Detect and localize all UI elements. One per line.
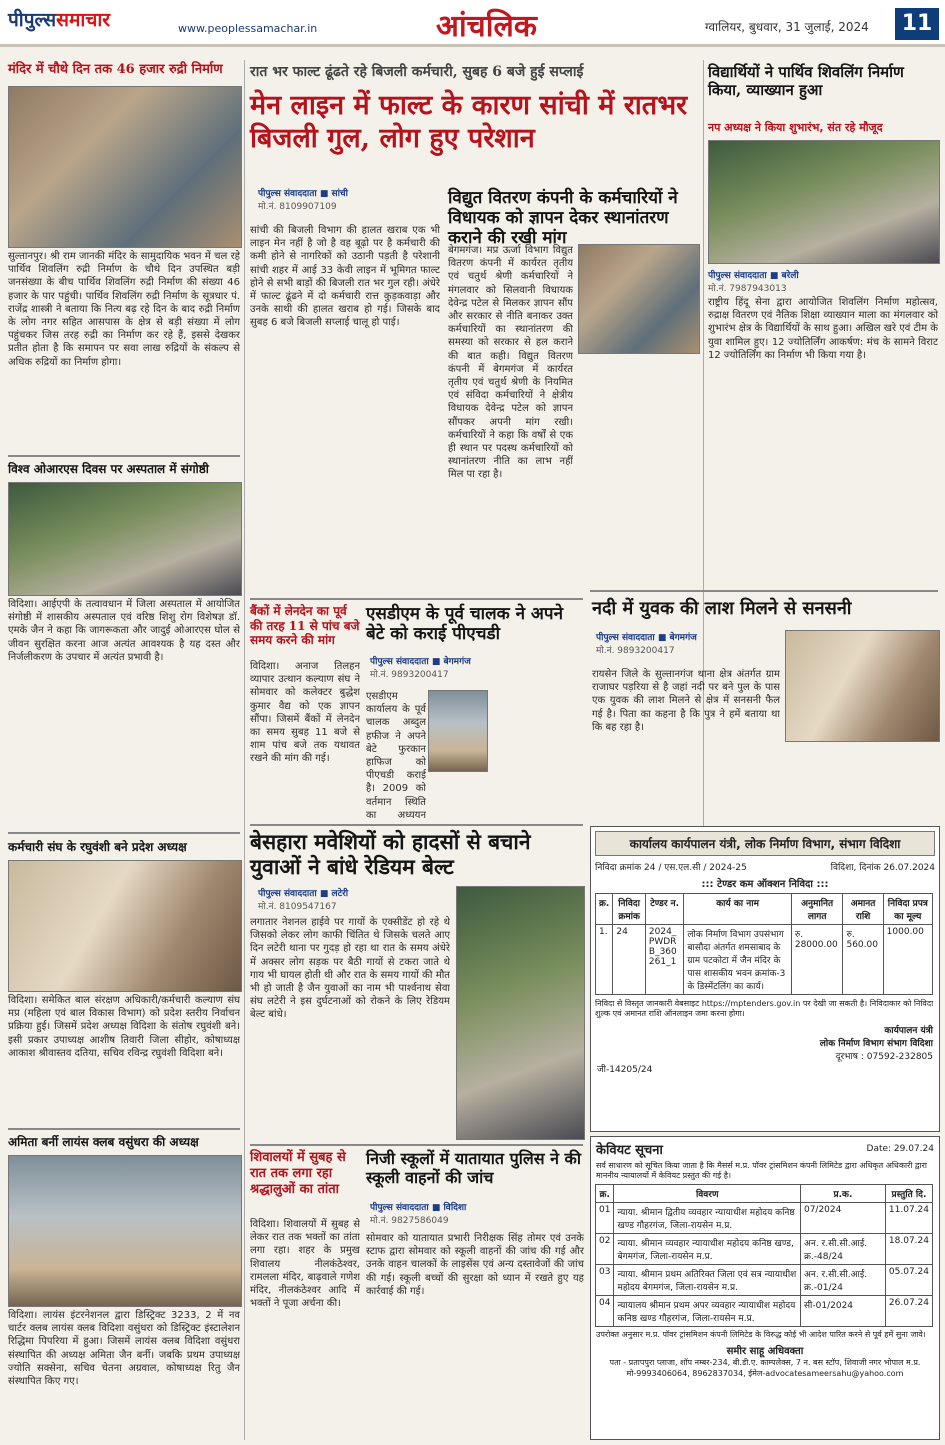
cell: 07/2024: [800, 1203, 885, 1234]
cell: 03: [596, 1265, 614, 1296]
divider: [8, 832, 240, 834]
tender-col-fee: निविदा प्रपत्र का मूल्य: [883, 894, 932, 925]
cell: अन. र.सी.सी.आई. क्र.-01/24: [800, 1265, 885, 1296]
tender-code: जी-14205/24: [597, 1065, 653, 1075]
left-story4-photo: [8, 1155, 242, 1307]
tender-date: विदिशा, दिनांक 26.07.2024: [830, 863, 935, 873]
cell: 04: [596, 1296, 614, 1327]
right-story2-headline: नदी में युवक की लाश मिलने से सनसनी: [592, 598, 852, 619]
cell: 02: [596, 1234, 614, 1265]
divider: [590, 590, 938, 592]
tender-ref: निविदा क्रमांक 24 / एस.एल.सी / 2024-25: [595, 863, 747, 873]
divider: [250, 1144, 583, 1146]
sdm-text: एसडीएम कार्यालय के पूर्व चालक अब्दुल हफीज ने अपने बेटे फुरकान हाफिज को पीएचडी कराई है। 2009 को वर्तमान स्थिति का अध्ययन: [366, 691, 426, 820]
right-story1-photo: [708, 140, 940, 264]
cattle-text: लगातार नेशनल हाईवे पर गायों के एक्सीडेंट हो रहे थे जिसको लेकर लोग काफी चिंतित थे जिसके चलते आए दिन लटेरी थाना पर गुदड़ हो रहा था रात के समय अंधेरे में अक्सर लोग सड़क पर बैठी गायों से टकरा जाते थे गाय भी घायल होती थी और रात के समय गायों की मौत भी हो जाती है जैन युवाओं का नाम भी पार्श्वनाथ सेवा संघ लटेरी ने इस दुर्घटनाओं को रोकने के लिए रेडियम बेल्ट बांधे।: [250, 917, 450, 1021]
table-row: [596, 1203, 933, 1234]
caveat-intro: सर्व साधारण को सूचित किया जाता है कि मैसर्स म.प्र. पॉवर ट्रांसमिशन कंपनी लिमिटेड द्वारा अधिकृत अधिकारी द्वारा माननीय न्यायालयों में केवियट प्रस्तुत की गई है।: [596, 1161, 927, 1180]
brand-logo[interactable]: पीपुल्ससमाचार: [8, 9, 111, 31]
caveat-title: केवियट सूचना: [596, 1143, 663, 1158]
cell: सी-01/2024: [800, 1296, 885, 1327]
memo-headline: विद्युत वितरण कंपनी के कर्मचारियों ने विधायक को ज्ञापन देकर स्थानांतरण कराने की रखी मांग: [448, 188, 678, 249]
cattle-byline: पीपुल्स संवाददाता ■ लटेरी मो.नं. 8109547167: [258, 889, 349, 912]
tender-phone: दूरभाष : 07592-232805: [835, 1052, 933, 1062]
cell: 24: [613, 925, 646, 995]
sdm-headline: एसडीएम के पूर्व चालक ने अपने बेटे को कराई पीएचडी: [366, 604, 564, 645]
cell: अन. र.सी.सी.आई. क्र.-48/24: [800, 1234, 885, 1265]
caveat-table: [595, 1184, 933, 1327]
cell: 05.07.24: [885, 1265, 932, 1296]
table-row: [596, 925, 933, 995]
cell: लोक निर्माण विभाग उपसंभाग बासौदा अंतर्गत शमसाबाद के ग्राम पटकोटा में जैन मंदिर के पास शासकीय भवन क्रमांक-3 के डिस्मेंटलिंग का कार्य।: [684, 925, 791, 995]
tender-table: [595, 893, 933, 995]
left-story3-photo: [8, 860, 242, 992]
cell: 11.07.24: [885, 1203, 932, 1234]
caveat-col-date: प्रस्तुति दि.: [885, 1185, 932, 1203]
left-story4-text: विदिशा। लायंस इंटरनेशनल द्वारा डिस्ट्रिक्ट 3233, 2 में नव चार्टर क्लब लायंस क्लब विदिशा वसुंधरा को डिस्ट्रिक्ट इंस्टालेशन रिद्धिमा पिपरिया में हुआ। जिसमें लायंस क्लब विदिशा वसुंधरा संस्थापित की अध्यक्ष अमिता जैन बर्नी। जबकि प्रथम उपाध्यक्ष ज्योति सक्सेना, सचिव चेतना अग्रवाल, कोषाध्यक्ष रितु जैन संस्थापित किए गए।: [8, 1310, 240, 1388]
caveat-contact: मो-9993406064, 8962837034, ईमेल-advocatesameersahu@yahoo.com: [626, 1369, 904, 1378]
right-story1-kicker: नप अध्यक्ष ने किया शुभारंभ, संत रहे मौजूद: [708, 121, 883, 134]
left-story3-headline: कर्मचारी संघ के रघुवंशी बने प्रदेश अध्यक्ष: [8, 840, 187, 854]
left-story3-text: विदिशा। समेकित बाल संरक्षण अधिकारी/कर्मचारी कल्याण संघ मप्र (महिला एवं बाल विकास विभाग) को प्रदेश स्तरीय निर्वाचन प्रक्रिया हुई। जिसमें प्रदेश अध्यक्ष विदिशा के संतोष रघुवंशी बने। इसी प्रकार उपाध्यक्ष आशीष तिवारी जिला सीहोर, कोषाध्यक्ष आकाश श्रीवास्तव दतिया, सचिव रविन्द्र रघुवंशी विदिशा बने।: [8, 995, 240, 1059]
cattle-headline: बेसहारा मवेशियों को हादसों से बचाने युवाओं ने बांधे रेडियम बेल्ट: [250, 829, 531, 879]
tender-col-id: टेण्डर न.: [645, 894, 684, 925]
left-story2-headline: विश्व ओआरएस दिवस पर अस्पताल में संगोष्ठी: [8, 462, 209, 476]
cell: 2024_PWDRB_360261_1: [645, 925, 684, 995]
school-headline: निजी स्कूलों में यातायात पुलिस ने की स्कूली वाहनों की जांच: [366, 1149, 581, 1187]
divider: [8, 1128, 240, 1130]
right-story2-photo: [785, 630, 940, 742]
page-number: 11: [895, 8, 939, 40]
memo-text: बेगमगंज। मप्र ऊर्जा विभाग विद्युत वितरण कंपनी में कार्यरत तृतीय एवं चतुर्थ श्रेणी कर्मचारियों ने मंगलवार को सिलवानी विधायक देवेन्द्र पटेल से मिलकर ज्ञापन सौंप और सरकार से नीति बनाकर उक्त कर्मचारियों का स्थानांतरण की समस्या को सरकार से हल कराने की बात कही। विद्युत वितरण कंपनी में बेगमगंज में कार्यरत तृतीय एवं चतुर्थ श्रेणी के नियमित एवं संविदा कर्मचारियों ने क्षेत्रीय विधायक देवेन्द्र पटेल को ज्ञापन सौंपकर अपनी मांग रखी। कर्मचारियों ने कहा कि वर्षों से एक ही स्थान पर पदस्थ कर्मचारियों को स्थानांतरण नीति का लाभ नहीं मिल पा रहा है।: [448, 245, 573, 481]
table-row: [596, 1296, 933, 1327]
lead-kicker: रात भर फाल्ट ढूंढते रहे बिजली कर्मचारी, सुबह 6 बजे हुई सप्लाई: [250, 64, 584, 80]
cell: न्याया. श्रीमान प्रथम अतिरिक्त जिला एवं सत्र न्यायाधीश महोदय बेगमगंज, जिला-रायसेन म.प्र.: [614, 1265, 801, 1296]
left-story1-headline: मंदिर में चौथे दिन तक 46 हजार रुद्री निर्माण: [8, 62, 223, 77]
cattle-photo: [456, 886, 585, 1140]
dateline: ग्वालियर, बुधवार, 31 जुलाई, 2024: [705, 20, 869, 34]
cell: न्याया. श्रीमान व्यवहार न्यायाधीश महोदय कनिष्ठ खण्ड, बेगमगंज, जिला-रायसेन म.प्र.: [614, 1234, 801, 1265]
cell: 18.07.24: [885, 1234, 932, 1265]
school-text: सोमवार को यातायात प्रभारी निरीक्षक सिंह तोमर एवं उनके स्टाफ द्वारा सोमवार को स्कूली वाहनों की जांच की गई और उनके वाहन चालकों के लाइसेंस एवं अन्य दस्तावेजों की जांच की गई। स्कूली बच्चों की सुरक्षा को ध्यान में रखते हुए यह कार्रवाई की गई।: [366, 1233, 584, 1297]
cell: रु. 560.00: [843, 925, 883, 995]
divider: [250, 598, 583, 600]
tender-col-cost: अनुमानित लागत: [791, 894, 843, 925]
right-story2-text: रायसेन जिले के सुल्तानगंज थाना क्षेत्र अंतर्गत ग्राम राजाघर पड़रिया से है जहां नदी पर बने पुल के पास एक युवक की लाश मिलने से क्षेत्र में सनसनी फैल गई है। पिता का कहना है कि पुत्र ने हमें बताया था कि बह रहा है।: [592, 669, 780, 733]
tender-note: निविदा से विस्तृत जानकारी वेबसाइट https://mptenders.gov.in पर देखी जा सकती है। निविदाकार को निविदा शुल्क एवं अमानत राशि ऑनलाइन जमा करना होगा।: [595, 999, 934, 1018]
shivalaya-headline: शिवालयों में सुबह से रात तक लगा रहा श्रद्धालुओं का तांता: [250, 1150, 346, 1197]
tender-officer: कार्यपालन यंत्री: [884, 1026, 933, 1036]
caveat-notice: [590, 1136, 940, 1440]
tender-col-deposit: अमानत राशि: [843, 894, 883, 925]
caveat-col-court: विवरण: [614, 1185, 801, 1203]
tender-col-sno: क्र.: [596, 894, 613, 925]
column-rule: [244, 60, 245, 1440]
cell: रु. 28000.00: [791, 925, 843, 995]
cell: न्यायालय श्रीमान प्रथम अपर व्यवहार न्यायाधीश महोदय कनिष्ठ खण्ड गौहरगंज, जिला-रायसेन म.प्र.: [614, 1296, 801, 1327]
tender-notice: [590, 826, 940, 1132]
table-row: [596, 1265, 933, 1296]
left-story1-photo: [8, 86, 242, 248]
tender-col-work: कार्य का नाम: [684, 894, 791, 925]
section-title: आंचलिक: [436, 9, 537, 44]
cell: 1000.00: [883, 925, 932, 995]
caveat-address: पता - प्रतापपुरा प्लाजा, शॉप नम्बर-234, बी.डी.ए. काम्पलेक्स, 7 न. बस स्टॉप, शिवाजी नगर भोपाल म.प्र.: [609, 1358, 921, 1367]
lead-text: सांची की बिजली विभाग की हालत खराब एक भी लाइन मेन नहीं है जो है वह बूढ़ो पर है कर्मचारी की कमी होने से नागरिकों को उठानी पड़ती है परेशानी सांची शहर में आई 33 केवी लाइन में भूमिगत फाल्ट होने से सभी बाड़ों की बिजली रात भर गुल रही। अंधेरे में फाल्ट ढूंढने में दो कर्मचारी रात्त कुड़कवाड़ा और उनके साथी की हालत खराब हो गई। जिसके बाद सुबह 6 बजे बिजली सप्लाई चालू हो पाई।: [250, 225, 440, 329]
right-story1-headline: विद्यार्थियों ने पार्थिव शिवलिंग निर्माण किया, व्याख्यान हुआ: [708, 63, 904, 99]
left-story4-headline: अमिता बर्नी लायंस क्लब वसुंधरा की अध्यक्ष: [8, 1135, 199, 1149]
sdm-byline: पीपुल्स संवाददाता ■ बेगमगंज मो.नं. 9893200417: [370, 657, 471, 680]
caveat-col-case: प्र.क.: [800, 1185, 885, 1203]
lead-byline: पीपुल्स संवाददाता ■ सांची मो.नं. 8109907109: [258, 189, 348, 212]
caveat-footer: उपरोक्त अनुसार म.प्र. पॉवर ट्रांसमिशन कंपनी लिमिटेड के विरुद्ध कोई भी आदेश पारित करने से पूर्व हमें सुना जावे।: [596, 1330, 926, 1339]
bank-headline: बैंकों में लेनदेन का पूर्व की तरह 11 से पांच बजे समय करने की मांग: [250, 604, 360, 648]
caveat-col-sno: क्र.: [596, 1185, 614, 1203]
tender-title: कार्यालय कार्यपालन यंत्री, लोक निर्माण विभाग, संभाग विदिशा: [595, 831, 935, 856]
sdm-photo: [428, 690, 488, 772]
left-story1-text: सुल्तानपुर। श्री राम जानकी मंदिर के सामुदायिक भवन में चल रहे पार्थिव शिवलिंग रुद्री निर्माण के चौथे दिन उपस्थित बड़ी जनसंख्या के बीच पार्थिव शिवलिंग रुद्री निर्माण की संख्या 46 हजार के पार पहुंची। पार्थिव शिवलिंग रुद्री निर्माण के सूत्रधार पं. राजेंद्र शास्त्री ने बताया कि नित्य बढ़ रहे दिन के बाद रुद्री निर्माण के लोग नगर सहित आसपास के क्षेत्र से बड़ी संख्या में लोग पहुंचकर जिस तरह रुद्री का निर्माण कर रहे हैं, इससे देखकर प्रतीत होता है कि समापन पर सवा लाख रुद्रियों के संकल्प से अधिक रुद्रियों का निर्माण होगा।: [8, 251, 240, 368]
divider: [250, 824, 583, 826]
bank-text: विदिशा। अनाज तिलहन व्यापार उत्थान कल्याण संघ ने सोमवार को कलेक्टर बुद्धेश कुमार वैद्य को एक ज्ञापन सौंपा। जिसमें बैंकों में लेनदेन का समय सुबह 11 बजे से शाम पांच बजे तक यथावत रखने की मांग की गई।: [250, 661, 360, 765]
right-story1-text: राष्ट्रीय हिंदू सेना द्वारा आयोजित शिवलिंग निर्माण महोत्सव, रुद्राक्ष वितरण एवं नैतिक शिक्षा व्याख्यान माला का मंगलवार को शुभारंभ क्षेत्र के विद्यार्थियों के साथ हुआ। अखिल खरे एवं टीम के युवा शामिल हुए। 12 ज्योतिर्लिंग आकर्षण: मंच के सामने विराट 12 ज्योतिर्लिंग का निर्माण भी किया गया है।: [708, 297, 938, 361]
divider: [8, 455, 240, 457]
cell: 01: [596, 1203, 614, 1234]
right-story1-byline: पीपुल्स संवाददाता ■ बरेली मो.नं. 7987943013: [708, 271, 799, 294]
cell: 1.: [596, 925, 613, 995]
table-row: [596, 1234, 933, 1265]
right-story2-byline: पीपुल्स संवाददाता ■ बेगमगंज मो.नं. 9893200417: [596, 633, 697, 656]
tender-officer-dept: लोक निर्माण विभाग संभाग विदिशा: [819, 1039, 933, 1049]
lead-headline: मेन लाइन में फाल्ट के कारण सांची में रातभर बिजली गुल, लोग हुए परेशान: [250, 90, 688, 154]
tender-col-no: निविदा क्रमांक: [613, 894, 646, 925]
tender-subtitle: ::: टेण्डर कम ऑक्शन निविदा :::: [701, 879, 829, 890]
cell: 26.07.24: [885, 1296, 932, 1327]
caveat-advocate: समीर साहू अधिवक्ता: [726, 1346, 804, 1357]
left-story2-photo: [8, 482, 242, 596]
memo-photo: [578, 244, 700, 354]
site-url[interactable]: www.peoplessamachar.in: [178, 22, 318, 35]
shivalaya-text: विदिशा। शिवालयों में सुबह से लेकर रात तक भक्तों का तांता लगा रहा। शहर के प्रमुख शिवालय नीलकंठेश्वर, रामलला मंदिर, बाढ़वाले गणेश मंदिर, नीलकंठेश्वर आदि में भक्तों ने पूजा अर्चना की।: [250, 1219, 360, 1310]
cell: न्याया. श्रीमान द्वितीय व्यवहार न्यायाधीश महोदय कनिष्ठ खण्ड गौहरगंज, जिला-रायसेन म.प्र.: [614, 1203, 801, 1234]
school-byline: पीपुल्स संवाददाता ■ विदिशा मो.नं. 9827586049: [370, 1203, 467, 1226]
left-story2-text: विदिशा। आईएपी के तत्वावधान में जिला अस्पताल में आयोजित संगोष्ठी में शासकीय अस्पताल एवं वरिष्ठ शिशु रोग विशेषज्ञ डॉ. एमके जैन ने कहा कि जागरूकता और जादुई ओआरएस घोल से जीवन सुरक्षित करना आज अत्यंत आवश्यक है यह दस्त और निर्जलीकरण के उपचार में अत्यंत प्रभावी है।: [8, 599, 240, 663]
caveat-date: Date: 29.07.24: [866, 1144, 934, 1154]
